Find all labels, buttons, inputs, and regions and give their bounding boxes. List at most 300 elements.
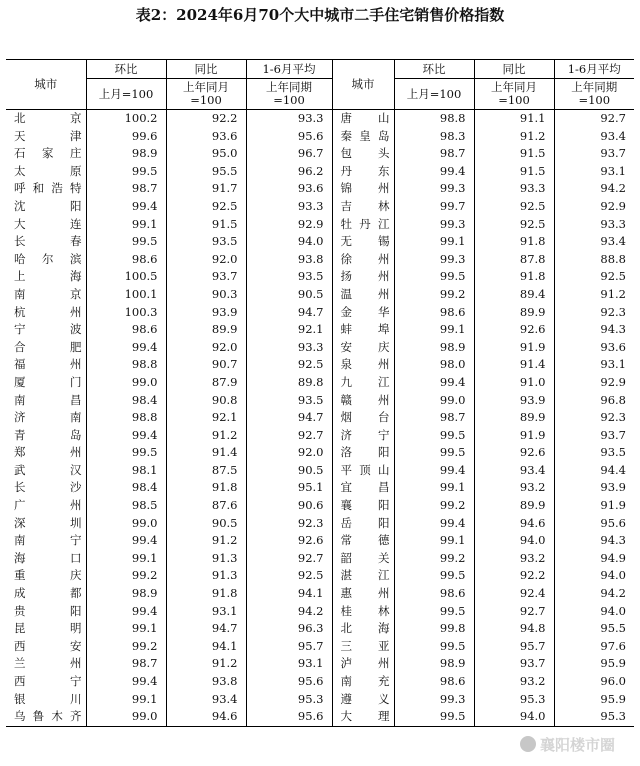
tb-value-left: 90.8	[166, 392, 246, 410]
tb-value-left: 91.5	[166, 216, 246, 234]
tb-value-left: 93.5	[166, 233, 246, 251]
avg-value-right: 93.1	[600, 163, 626, 178]
table-body	[6, 110, 634, 727]
hb-value-right: 99.7	[394, 198, 474, 216]
hb-value-left: 99.5	[86, 163, 166, 181]
city-right: 大理	[332, 708, 394, 726]
tb-value-right: 93.3	[474, 180, 554, 198]
avg-value-left: 94.1	[246, 585, 332, 603]
table-row	[6, 251, 634, 269]
tb-value-left: 92.2	[166, 110, 246, 128]
city-right: 济宁	[332, 427, 394, 445]
tb-value-left: 91.3	[166, 567, 246, 585]
avg-value-right: 92.5	[600, 269, 626, 284]
tb-value-right: 95.7	[474, 638, 554, 656]
tb-value-right: 92.6	[474, 444, 554, 462]
hb-value-right: 99.4	[394, 515, 474, 533]
avg-value-right: 94.9	[600, 550, 626, 565]
hb-value-right: 99.3	[394, 216, 474, 234]
tb-value-right: 93.7	[474, 655, 554, 673]
tb-value-right: 91.4	[474, 356, 554, 374]
table-row	[6, 409, 634, 427]
table-row	[6, 110, 634, 128]
tb-value-right: 91.2	[474, 128, 554, 146]
tb-value-right: 87.8	[474, 251, 554, 269]
avg-value-right: 92.3	[600, 304, 626, 319]
hb-value-right: 99.2	[394, 550, 474, 568]
hb-value-right: 99.1	[394, 321, 474, 339]
avg-value-left: 93.3	[246, 198, 332, 216]
city-left: 成都	[6, 585, 86, 603]
hb-value-right: 99.5	[394, 567, 474, 585]
price-index-table	[6, 59, 634, 727]
table-row	[6, 655, 634, 673]
city-left: 上海	[6, 268, 86, 286]
city-left: 重庆	[6, 567, 86, 585]
table-row	[6, 145, 634, 163]
table-row	[6, 444, 634, 462]
hb-value-left: 98.9	[86, 145, 166, 163]
avg-value-right: 94.2	[600, 586, 626, 601]
hb-value-left: 100.3	[86, 304, 166, 322]
avg-value-left: 94.0	[246, 233, 332, 251]
avg-value-left: 94.7	[246, 304, 332, 322]
city-left: 南京	[6, 286, 86, 304]
tb-value-right: 89.9	[474, 304, 554, 322]
hb-value-right: 98.7	[394, 145, 474, 163]
city-right: 南充	[332, 673, 394, 691]
avg-value-right: 92.9	[600, 198, 626, 213]
tb-value-right: 91.1	[474, 110, 554, 128]
table-row	[6, 304, 634, 322]
hb-value-right: 98.0	[394, 356, 474, 374]
city-left: 合肥	[6, 339, 86, 357]
hb-value-right: 99.1	[394, 479, 474, 497]
avg-value-right: 93.7	[600, 427, 626, 442]
hb-value-left: 99.0	[86, 374, 166, 392]
city-left: 青岛	[6, 427, 86, 445]
avg-value-left: 95.1	[246, 479, 332, 497]
watermark-logo-icon	[520, 736, 536, 752]
hb-value-right: 99.5	[394, 603, 474, 621]
hb-value-left: 99.1	[86, 550, 166, 568]
hb-value-right: 98.3	[394, 128, 474, 146]
tb-value-left: 93.4	[166, 691, 246, 709]
table-row	[6, 339, 634, 357]
avg-value-left: 93.5	[246, 392, 332, 410]
avg-value-right: 95.5	[600, 621, 626, 636]
avg-value-left: 96.3	[246, 620, 332, 638]
city-left: 宁波	[6, 321, 86, 339]
tb-value-left: 91.7	[166, 180, 246, 198]
city-right: 遵义	[332, 691, 394, 709]
tb-value-left: 87.6	[166, 497, 246, 515]
hb-value-right: 98.6	[394, 585, 474, 603]
city-right: 桂林	[332, 603, 394, 621]
hb-value-left: 98.8	[86, 356, 166, 374]
city-left: 武汉	[6, 462, 86, 480]
table-row	[6, 585, 634, 603]
tb-value-left: 90.3	[166, 286, 246, 304]
table-row	[6, 462, 634, 480]
avg-value-left: 93.5	[246, 268, 332, 286]
avg-value-left: 94.2	[246, 603, 332, 621]
city-right: 襄阳	[332, 497, 394, 515]
hb-value-left: 98.1	[86, 462, 166, 480]
hb-value-left: 99.1	[86, 691, 166, 709]
avg-value-right: 96.8	[600, 392, 626, 407]
city-right: 丹东	[332, 163, 394, 181]
tb-value-right: 91.0	[474, 374, 554, 392]
avg-value-left: 90.5	[246, 462, 332, 480]
avg-value-right: 94.0	[600, 603, 626, 618]
tb-value-left: 91.8	[166, 479, 246, 497]
avg-value-left: 92.7	[246, 427, 332, 445]
avg-value-left: 96.7	[246, 145, 332, 163]
city-right: 泸州	[332, 655, 394, 673]
table-row	[6, 128, 634, 146]
hb-value-right: 99.3	[394, 180, 474, 198]
hb-value-left: 98.4	[86, 392, 166, 410]
city-left: 北京	[6, 110, 86, 128]
city-right: 韶关	[332, 550, 394, 568]
tb-value-right: 91.8	[474, 268, 554, 286]
city-left: 石家庄	[6, 145, 86, 163]
hb-value-left: 99.5	[86, 233, 166, 251]
tb-value-right: 92.2	[474, 567, 554, 585]
tb-value-left: 87.9	[166, 374, 246, 392]
hb-value-left: 99.4	[86, 339, 166, 357]
tb-value-left: 94.7	[166, 620, 246, 638]
avg-value-right: 92.7	[600, 111, 626, 125]
tb-value-left: 92.1	[166, 409, 246, 427]
tb-value-right: 93.2	[474, 550, 554, 568]
hb-value-left: 99.2	[86, 567, 166, 585]
same-period-header-left: 上年同期=100	[246, 79, 332, 110]
avg-value-right: 94.3	[600, 322, 626, 337]
city-left: 西宁	[6, 673, 86, 691]
tb-value-right: 89.9	[474, 497, 554, 515]
avg-value-right: 94.3	[600, 533, 626, 548]
table-row	[6, 427, 634, 445]
hb-value-right: 99.3	[394, 251, 474, 269]
avg-value-right: 92.3	[600, 410, 626, 425]
tb-value-right: 92.6	[474, 321, 554, 339]
city-right: 惠州	[332, 585, 394, 603]
city-right: 秦皇岛	[332, 128, 394, 146]
city-header-left: 城市	[6, 60, 86, 110]
city-right: 九江	[332, 374, 394, 392]
avg-value-right: 93.3	[600, 216, 626, 231]
hb-value-left: 99.4	[86, 427, 166, 445]
hb-value-left: 99.0	[86, 515, 166, 533]
city-left: 济南	[6, 409, 86, 427]
hb-value-right: 99.1	[394, 532, 474, 550]
hb-value-left: 99.0	[86, 708, 166, 726]
avg-value-right: 94.2	[600, 181, 626, 196]
avg-value-left: 95.6	[246, 128, 332, 146]
city-right: 锦州	[332, 180, 394, 198]
tb-value-right: 94.0	[474, 708, 554, 726]
hb-value-right: 98.6	[394, 304, 474, 322]
table-row	[6, 163, 634, 181]
avg-value-right: 93.4	[600, 234, 626, 249]
city-right: 常德	[332, 532, 394, 550]
tb-value-right: 91.8	[474, 233, 554, 251]
avg-value-left: 92.5	[246, 356, 332, 374]
city-right: 无锡	[332, 233, 394, 251]
city-right: 三亚	[332, 638, 394, 656]
city-left: 昆明	[6, 620, 86, 638]
tb-value-right: 93.2	[474, 479, 554, 497]
hb-value-right: 98.9	[394, 655, 474, 673]
hb-value-right: 99.5	[394, 427, 474, 445]
tb-value-right: 93.9	[474, 392, 554, 410]
avg-value-right: 93.5	[600, 445, 626, 460]
hb-value-right: 99.4	[394, 163, 474, 181]
avg-value-left: 94.7	[246, 409, 332, 427]
table-row	[6, 532, 634, 550]
table-row	[6, 550, 634, 568]
table-row	[6, 673, 634, 691]
city-left: 大连	[6, 216, 86, 234]
watermark	[520, 733, 636, 757]
avg-value-left: 93.6	[246, 180, 332, 198]
tb-value-left: 91.2	[166, 427, 246, 445]
avg-value-right: 95.3	[600, 709, 626, 724]
city-right: 温州	[332, 286, 394, 304]
table-title: 表2：2024年6月70个大中城市二手住宅销售价格指数	[135, 6, 505, 24]
avg-value-right: 95.9	[600, 656, 626, 671]
city-left: 天津	[6, 128, 86, 146]
hb-value-left: 99.4	[86, 603, 166, 621]
avg-value-right: 91.2	[600, 286, 626, 301]
city-right: 烟台	[332, 409, 394, 427]
avg-value-right: 91.9	[600, 498, 626, 513]
tb-header-right: 同比	[474, 60, 554, 79]
city-left: 福州	[6, 356, 86, 374]
city-left: 西安	[6, 638, 86, 656]
city-left: 深圳	[6, 515, 86, 533]
hb-value-left: 98.6	[86, 321, 166, 339]
tb-value-left: 89.9	[166, 321, 246, 339]
city-left: 乌鲁木齐	[6, 708, 86, 726]
hb-value-left: 99.6	[86, 128, 166, 146]
watermark-text: 襄阳楼市圈	[540, 736, 616, 754]
last-month-header-right: 上月=100	[394, 79, 474, 110]
tb-header-left: 同比	[166, 60, 246, 79]
tb-value-left: 93.6	[166, 128, 246, 146]
avg-value-right: 93.6	[600, 339, 626, 354]
tb-value-right: 94.6	[474, 515, 554, 533]
avg-value-left: 93.8	[246, 251, 332, 269]
city-right: 安庆	[332, 339, 394, 357]
table-row	[6, 356, 634, 374]
city-left: 南宁	[6, 532, 86, 550]
avg-value-left: 89.8	[246, 374, 332, 392]
avg-value-left: 93.1	[246, 655, 332, 673]
hb-value-left: 99.1	[86, 620, 166, 638]
table-row	[6, 392, 634, 410]
tb-value-left: 95.5	[166, 163, 246, 181]
city-right: 宜昌	[332, 479, 394, 497]
hb-value-left: 98.7	[86, 655, 166, 673]
city-right: 唐山	[332, 110, 394, 128]
tb-value-left: 94.1	[166, 638, 246, 656]
hb-value-right: 98.9	[394, 339, 474, 357]
hb-value-right: 99.1	[394, 233, 474, 251]
tb-value-right: 89.9	[474, 409, 554, 427]
hb-value-right: 99.4	[394, 374, 474, 392]
table-row	[6, 479, 634, 497]
city-right: 蚌埠	[332, 321, 394, 339]
avg-value-left: 96.2	[246, 163, 332, 181]
tb-value-left: 95.0	[166, 145, 246, 163]
avg-value-left: 92.5	[246, 567, 332, 585]
city-left: 长沙	[6, 479, 86, 497]
tb-value-right: 92.7	[474, 603, 554, 621]
hb-value-left: 98.4	[86, 479, 166, 497]
city-left: 长春	[6, 233, 86, 251]
avg-value-right: 96.0	[600, 674, 626, 688]
city-right: 平顶山	[332, 462, 394, 480]
tb-value-left: 92.0	[166, 251, 246, 269]
tb-value-left: 91.4	[166, 444, 246, 462]
last-month-header-left: 上月=100	[86, 79, 166, 110]
city-right: 赣州	[332, 392, 394, 410]
avg-value-left: 90.5	[246, 286, 332, 304]
city-right: 洛阳	[332, 444, 394, 462]
tb-value-right: 89.4	[474, 286, 554, 304]
avg-value-right: 88.8	[600, 251, 626, 266]
table-row	[6, 216, 634, 234]
city-header-right: 城市	[332, 60, 394, 110]
avg-value-right: 93.1	[600, 357, 626, 372]
table-row	[6, 321, 634, 339]
table-row	[6, 198, 634, 216]
table-row	[6, 691, 634, 709]
table-row	[6, 638, 634, 656]
hb-value-left: 98.8	[86, 409, 166, 427]
city-right: 北海	[332, 620, 394, 638]
avg-value-right: 94.4	[600, 462, 626, 477]
avg-value-left: 92.0	[246, 444, 332, 462]
city-right: 金华	[332, 304, 394, 322]
city-left: 郑州	[6, 444, 86, 462]
hb-value-right: 99.5	[394, 444, 474, 462]
hb-value-left: 98.5	[86, 497, 166, 515]
table-row	[6, 286, 634, 304]
avg-value-left: 95.3	[246, 691, 332, 709]
hb-value-left: 99.2	[86, 638, 166, 656]
tb-value-left: 93.8	[166, 673, 246, 691]
hb-value-right: 98.6	[394, 673, 474, 691]
tb-value-right: 92.5	[474, 198, 554, 216]
tb-value-right: 91.9	[474, 339, 554, 357]
tb-value-right: 91.5	[474, 145, 554, 163]
tb-value-right: 93.2	[474, 673, 554, 691]
tb-value-right: 94.0	[474, 532, 554, 550]
avg-value-left: 92.3	[246, 515, 332, 533]
tb-value-right: 93.4	[474, 462, 554, 480]
city-left: 沈阳	[6, 198, 86, 216]
tb-value-left: 93.7	[166, 268, 246, 286]
city-right: 徐州	[332, 251, 394, 269]
hb-value-right: 99.8	[394, 620, 474, 638]
city-right: 吉林	[332, 198, 394, 216]
avg-value-right: 95.6	[600, 515, 626, 530]
city-left: 杭州	[6, 304, 86, 322]
hb-value-right: 99.5	[394, 638, 474, 656]
hb-value-left: 100.5	[86, 268, 166, 286]
city-right: 泉州	[332, 356, 394, 374]
city-left: 太原	[6, 163, 86, 181]
avg-header-left: 1-6月平均	[246, 60, 332, 79]
avg-value-left: 95.7	[246, 638, 332, 656]
avg-value-right: 95.9	[600, 691, 626, 706]
avg-value-right: 93.4	[600, 128, 626, 143]
tb-value-right: 91.5	[474, 163, 554, 181]
hb-value-right: 99.0	[394, 392, 474, 410]
tb-value-left: 90.5	[166, 515, 246, 533]
table-row	[6, 567, 634, 585]
city-right: 扬州	[332, 268, 394, 286]
hb-header-right: 环比	[394, 60, 474, 79]
hb-value-right: 98.7	[394, 409, 474, 427]
city-left: 银川	[6, 691, 86, 709]
city-left: 广州	[6, 497, 86, 515]
hb-header-left: 环比	[86, 60, 166, 79]
tb-value-left: 91.2	[166, 532, 246, 550]
avg-value-left: 92.9	[246, 216, 332, 234]
table-row	[6, 268, 634, 286]
hb-value-right: 99.2	[394, 497, 474, 515]
hb-value-left: 99.4	[86, 532, 166, 550]
tb-value-left: 92.5	[166, 198, 246, 216]
avg-value-left: 95.6	[246, 673, 332, 691]
avg-value-right: 97.6	[600, 638, 626, 653]
city-left: 呼和浩特	[6, 180, 86, 198]
hb-value-left: 100.1	[86, 286, 166, 304]
tb-value-left: 93.9	[166, 304, 246, 322]
tb-value-left: 92.0	[166, 339, 246, 357]
avg-value-left: 93.3	[246, 339, 332, 357]
same-month-header-left: 上年同月=100	[166, 79, 246, 110]
tb-value-right: 94.8	[474, 620, 554, 638]
tb-value-right: 92.5	[474, 216, 554, 234]
avg-value-left: 90.6	[246, 497, 332, 515]
city-left: 哈尔滨	[6, 251, 86, 269]
hb-value-right: 98.8	[394, 110, 474, 128]
hb-value-left: 98.6	[86, 251, 166, 269]
tb-value-left: 87.5	[166, 462, 246, 480]
avg-value-left: 92.6	[246, 532, 332, 550]
table-row	[6, 603, 634, 621]
city-right: 岳阳	[332, 515, 394, 533]
tb-value-right: 91.9	[474, 427, 554, 445]
city-left: 贵阳	[6, 603, 86, 621]
avg-value-right: 92.9	[600, 374, 626, 389]
hb-value-right: 99.3	[394, 691, 474, 709]
city-right: 湛江	[332, 567, 394, 585]
hb-value-right: 99.4	[394, 462, 474, 480]
same-period-header-right: 上年同期=100	[571, 80, 618, 107]
tb-value-right: 92.4	[474, 585, 554, 603]
tb-value-left: 91.3	[166, 550, 246, 568]
city-right: 包头	[332, 145, 394, 163]
hb-value-left: 99.4	[86, 198, 166, 216]
city-left: 厦门	[6, 374, 86, 392]
